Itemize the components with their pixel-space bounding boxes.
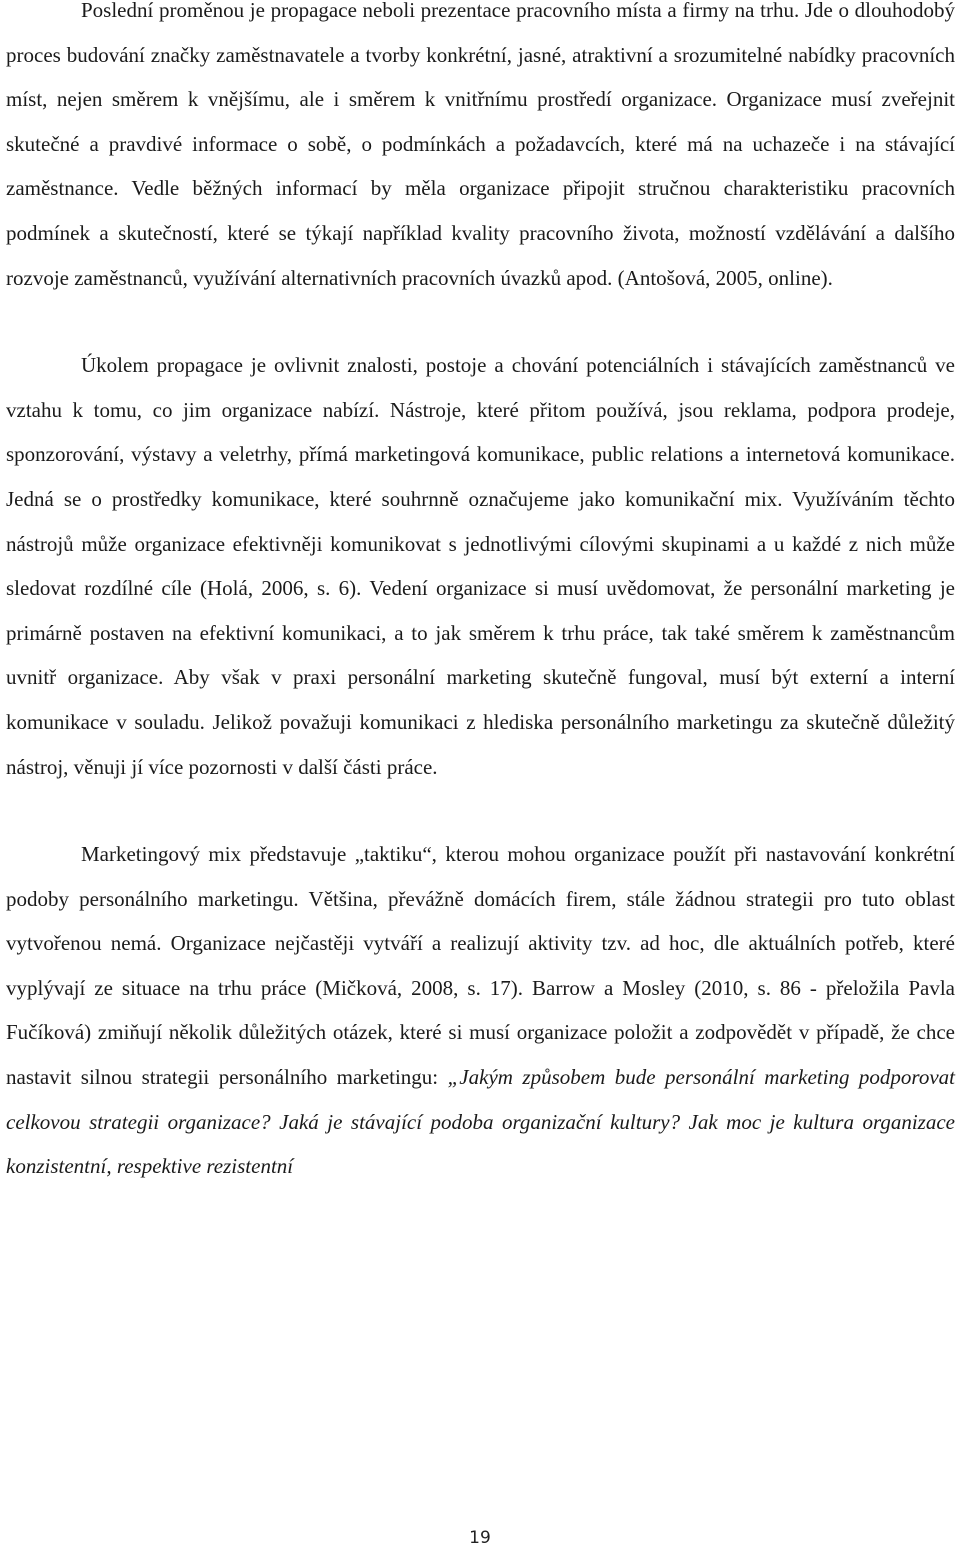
quoted-questions: „Jakým způsobem bude personální marketing podporovat celkovou strategii organizace? Jaká je stávající podoba organizační kultury? Jak moc je kultura organizace konzistentní, respektive rezistentní [6,1065,955,1179]
document-page [6,0,955,1189]
paragraph-text: Poslední proměnou je propagace neboli prezentace pracovního místa a firmy na trhu. Jde o dlouhodobý proces budování značky zaměstnavatele a tvorby konkrétní, jasné, atraktivní a srozumitelné nabídky pracovních míst, nejen směrem k vnějšímu, ale i směrem k vnitřnímu prostředí organizace. Organizace musí zveřejnit skutečné a pravdivé informace o sobě, o podmínkách a požadavcích, které má na uchazeče i na stávající zaměstnance. Vedle běžných informací by měla organizace připojit stručnou charakteristiku pracovních podmínek a skutečností, které se týkají například kvality pracovního života, možností vzdělávání a dalšího rozvoje zaměstnanců, využívání alternativních pracovních úvazků apod. (Antošová, 2005, online). [6,0,955,290]
page-number: 19 [469,1528,491,1548]
paragraph-propagace [6,0,955,300]
paragraph-text: Marketingový mix představuje „taktiku“, kterou mohou organizace použít při nastavování konkrétní podoby personálního marketingu. Většina, převážně domácích firem, stále žádnou strategii pro tuto oblast vytvořenou nemá. Organizace nejčastěji vytváří a realizují aktivity tzv. ad hoc, dle aktuálních potřeb, které vyplývají ze situace na trhu práce (Mičková, 2008, s. 17). Barrow a Mosley (2010, s. 86 - přeložila Pavla Fučíková) zmiňují několik důležitých otázek, které si musí organizace položit a zodpovědět v případě, že chce nastavit silnou strategii personálního marketingu: [6,842,955,1090]
paragraph-text: Úkolem propagace je ovlivnit znalosti, postoje a chování potenciálních i stávajících zaměstnanců ve vztahu k tomu, co jim organizace nabízí. Nástroje, které přitom používá, jsou reklama, podpora prodeje, sponzorování, výstavy a veletrhy, přímá marketingová komunikace, public relations a internetová komunikace. Jedná se o prostředky komunikace, které souhrnně označujeme jako komunikační mix. Využíváním těchto nástrojů může organizace efektivněji komunikovat s jednotlivými cílovými skupinami a u každé z nich může sledovat rozdílné cíle (Holá, 2006, s. 6). Vedení organizace si musí uvědomovat, že personální marketing je primárně postaven na efektivní komunikaci, a to jak směrem k trhu práce, tak také směrem k zaměstnancům uvnitř organizace. Aby však v praxi personální marketing skutečně fungoval, musí být externí a interní komunikace v souladu. Jelikož považuji komunikaci z hlediska personálního marketingu za skutečně důležitý nástroj, věnuji jí více pozornosti v další části práce. [6,353,955,779]
paragraph-ukolem-propagace [6,343,955,789]
paragraph-marketingovy-mix [6,832,955,1189]
